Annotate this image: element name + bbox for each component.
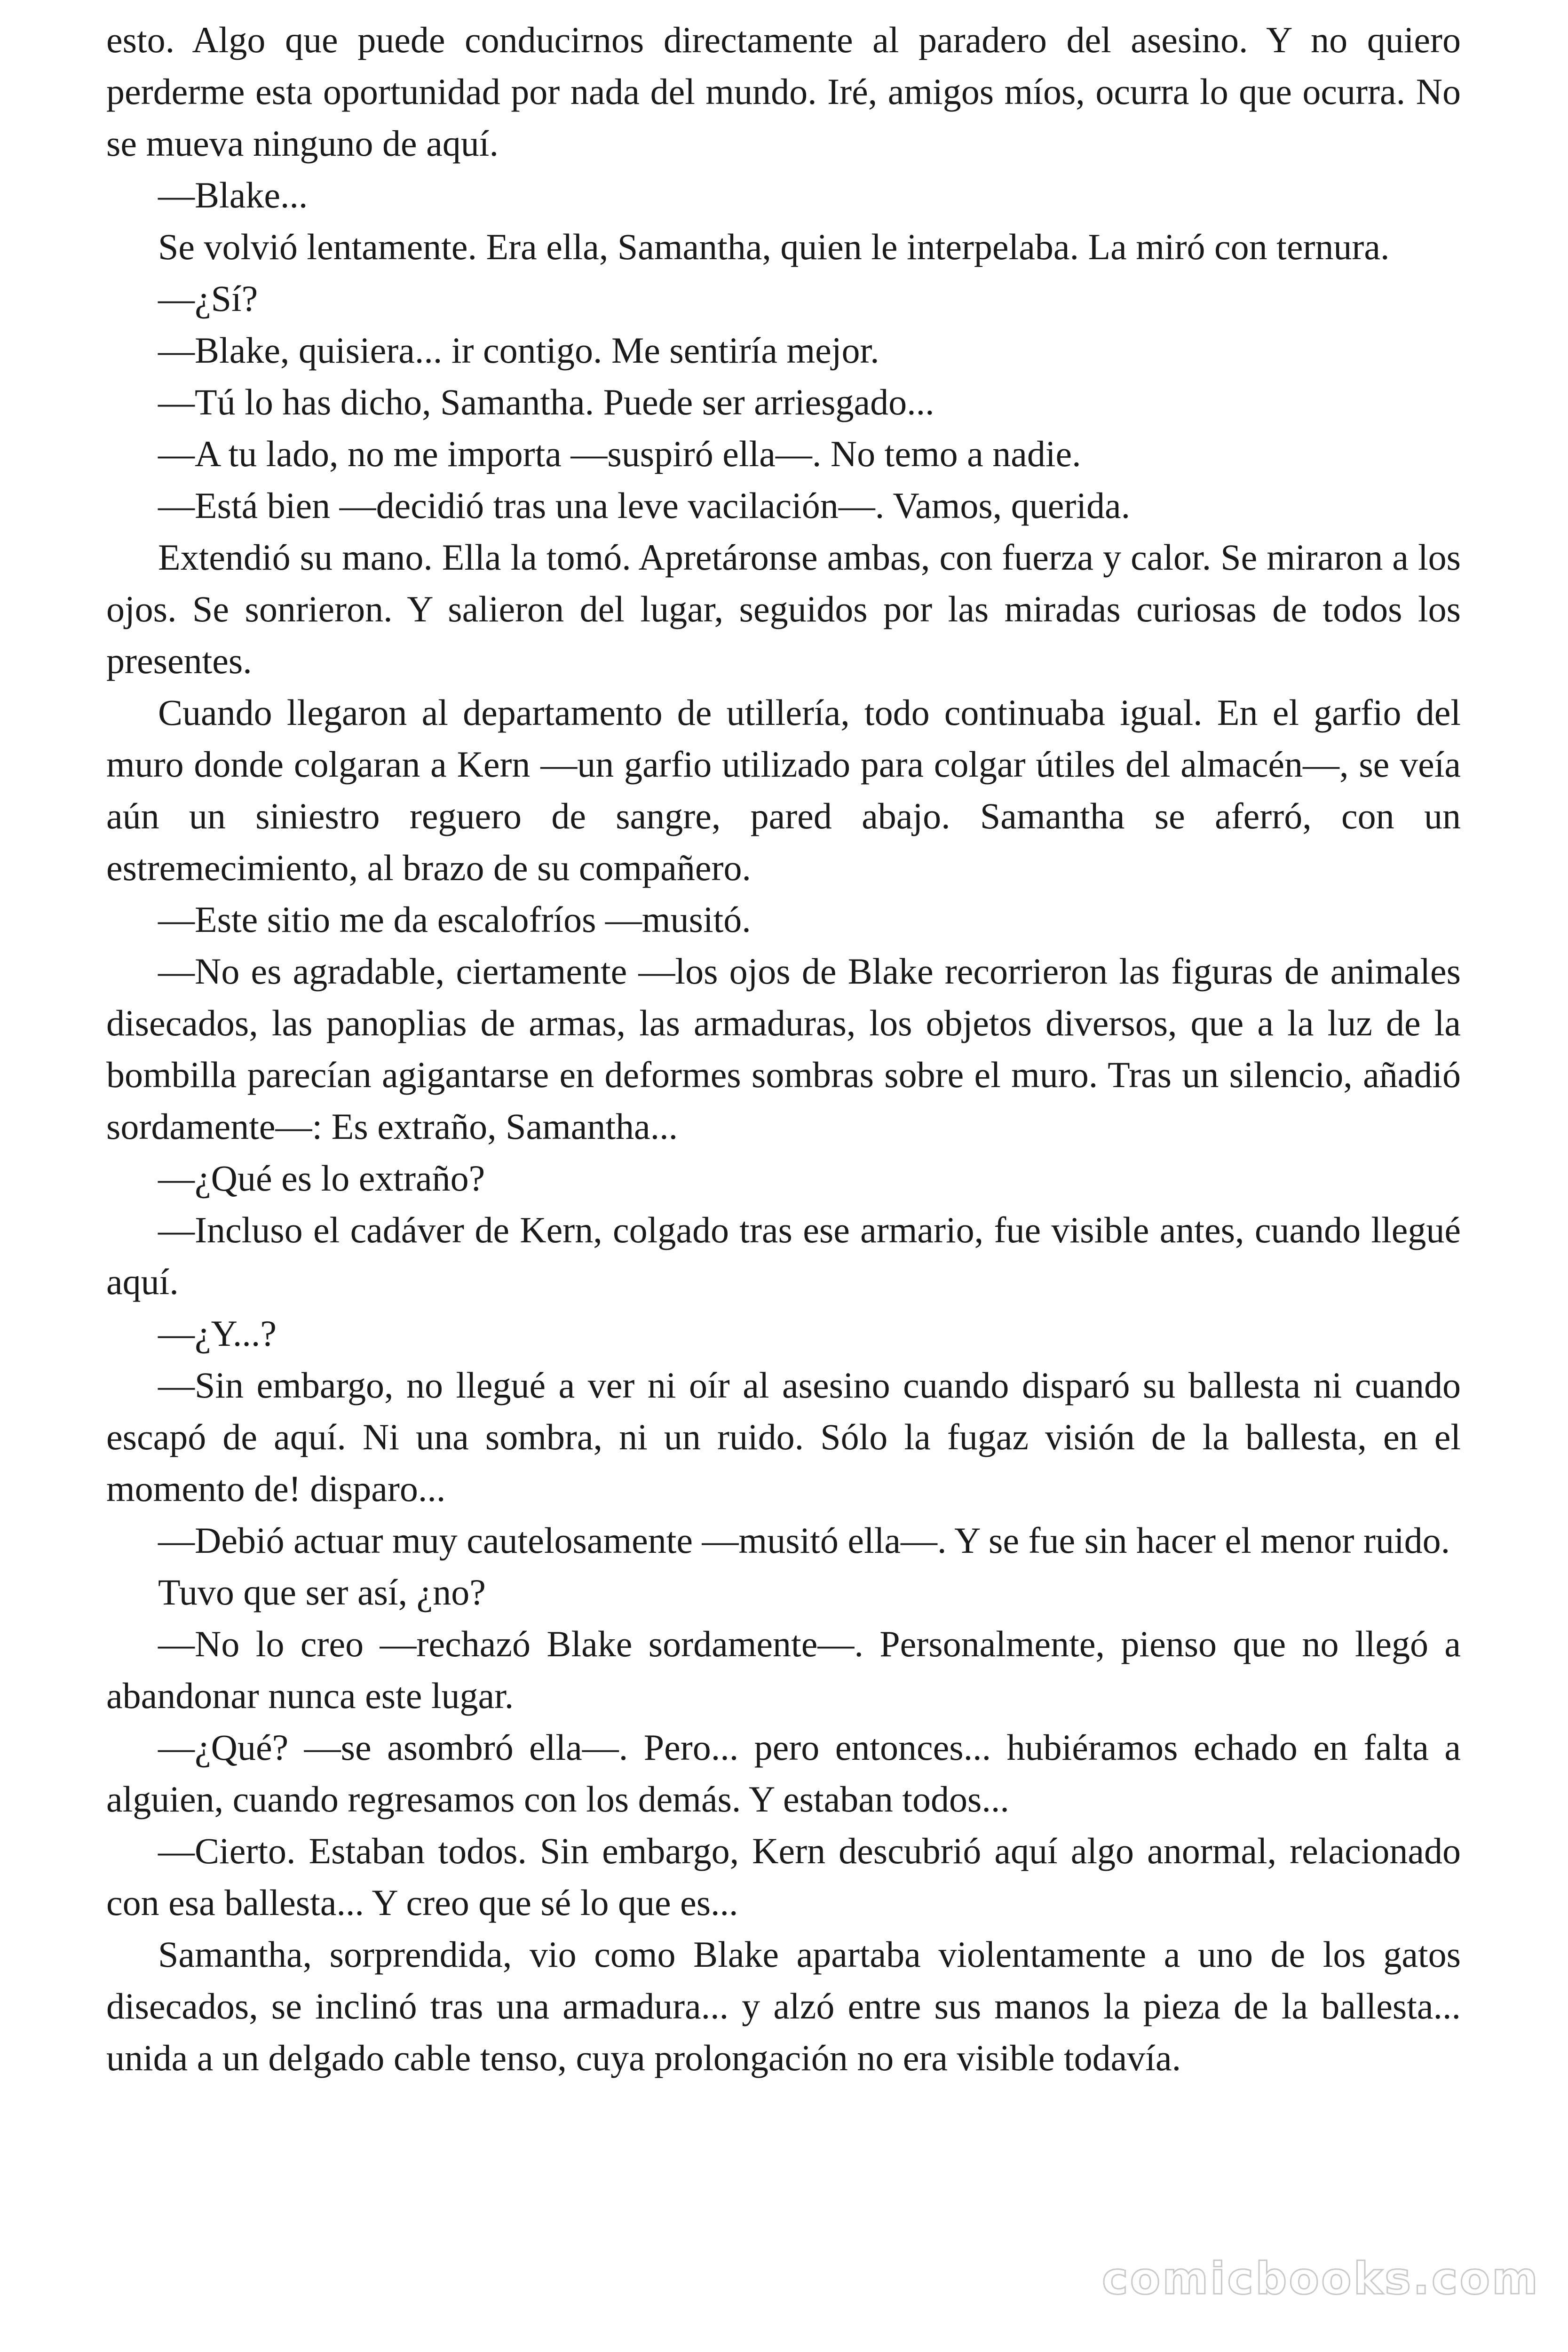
paragraph: —Tú lo has dicho, Samantha. Puede ser arriesgado... [158,381,934,422]
paragraph: —Blake, quisiera... ir contigo. Me sentiría mejor. [158,330,879,371]
paragraph: —¿Sí? [158,278,258,319]
paragraph: —A tu lado, no me importa —suspiró ella—. No temo a nadie. [158,433,1081,474]
paragraph: —Incluso el cadáver de Kern, colgado tras ese armario, fue visible antes, cuando llegué aquí. [106,1209,1461,1302]
paragraph: Cuando llegaron al departamento de utillería, todo continuaba igual. En el garfio del muro donde colgaran a Kern —un garfio utilizado para colgar útiles del almacén—, se veía aún un siniestro reguero de sangre, pared abajo. Samantha se aferró, con un estremecimiento, al brazo de su compañero. [106,692,1461,888]
page-text [106,14,1461,2084]
paragraph: esto. Algo que puede conducirnos directamente al paradero del asesino. Y no quiero perderme esta oportunidad por nada del mundo. Iré, amigos míos, ocurra lo que ocurra. No se mueva ninguno de aquí. [106,19,1461,164]
paragraph: —Está bien —decidió tras una leve vacilación—. Vamos, querida. [158,485,1131,526]
paragraph: —¿Qué es lo extraño? [158,1158,485,1199]
paragraph: —Cierto. Estaban todos. Sin embargo, Kern descubrió aquí algo anormal, relacionado con esa ballesta... Y creo que sé lo que es... [106,1830,1461,1923]
watermark: comicbooks.com [1101,2253,1540,2304]
paragraph: —No es agradable, ciertamente —los ojos de Blake recorrieron las figuras de animales disecados, las panoplias de armas, las armaduras, los objetos diversos, que a la luz de la bombilla parecían agigantarse en deformes sombras sobre el muro. Tras un silencio, añadió sordamente—: Es extraño, Samantha... [106,951,1461,1147]
paragraph: —Blake... [158,175,308,215]
paragraph: —¿Qué? —se asombró ella—. Pero... pero entonces... hubiéramos echado en falta a alguien, cuando regresamos con los demás. Y estaban todos... [106,1727,1461,1820]
paragraph: —Este sitio me da escalofríos —musitó. [158,899,751,940]
paragraph: —No lo creo —rechazó Blake sordamente—. Personalmente, pienso que no llegó a abandonar nunca este lugar. [106,1623,1461,1716]
paragraph: —Debió actuar muy cautelosamente —musitó ella—. Y se fue sin hacer el menor ruido. [158,1520,1450,1561]
paragraph: Samantha, sorprendida, vio como Blake apartaba violentamente a uno de los gatos disecados, se inclinó tras una armadura... y alzó entre sus manos la pieza de la ballesta... unida a un delgado cable tenso, cuya prolongación no era visible todavía. [106,1934,1461,2078]
paragraph: —Sin embargo, no llegué a ver ni oír al asesino cuando disparó su ballesta ni cuando escapó de aquí. Ni una sombra, ni un ruido. Sólo la fugaz visión de la ballesta, en el momento de! disparo... [106,1365,1461,1509]
paragraph: Tuvo que ser así, ¿no? [158,1572,486,1613]
paragraph: Extendió su mano. Ella la tomó. Apretáronse ambas, con fuerza y calor. Se miraron a los ojos. Se sonrieron. Y salieron del lugar, seguidos por las miradas curiosas de todos los presentes. [106,537,1461,681]
paragraph: Se volvió lentamente. Era ella, Samantha, quien le interpelaba. La miró con ternura. [158,226,1390,267]
paragraph: —¿Y...? [158,1313,277,1354]
